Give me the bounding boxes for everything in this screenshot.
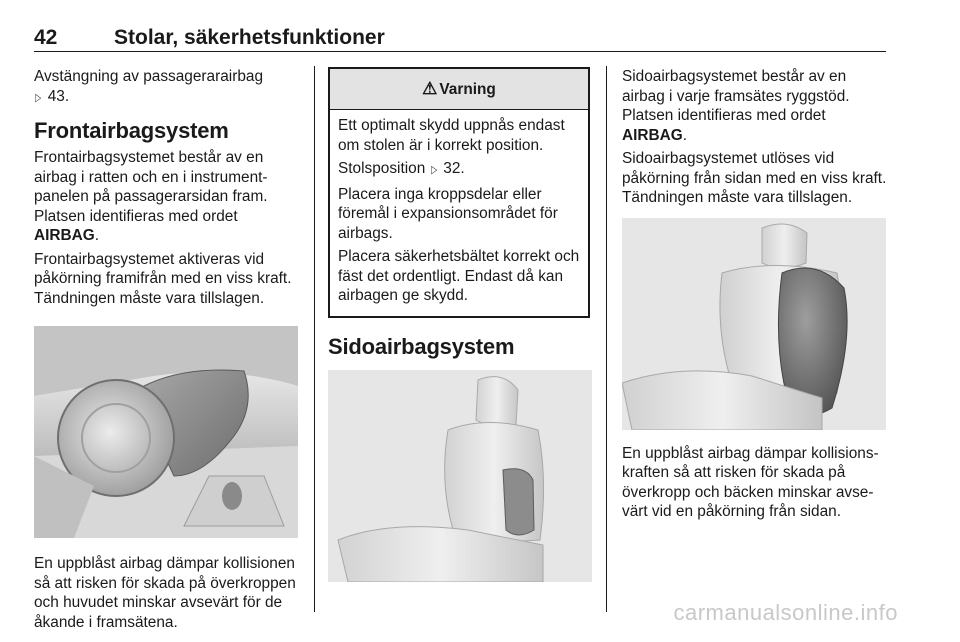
section-title: Stolar, säkerhetsfunktioner xyxy=(114,26,385,49)
cross-reference-arrow-icon: ▷ xyxy=(35,91,42,104)
page-header xyxy=(34,26,886,52)
warning-p2-text: Stolsposition xyxy=(338,160,426,177)
sideairbag-paragraph-2: Sidoairbagsystemet utlöses vid påkörning från sidan med en viss kraft. Tändningen måste vara tillslagen. xyxy=(622,150,887,206)
warning-title: Varning xyxy=(439,81,496,98)
intro-paragraph xyxy=(34,67,300,108)
warning-paragraph-4: Placera säkerhetsbältet korrekt och fäst det ordentligt. Endast då kan airbagen ge skydd. xyxy=(338,248,580,304)
warning-body xyxy=(330,110,588,316)
warning-paragraph-1: Ett optimalt skydd uppnås endast om stolen är i korrekt position. xyxy=(338,117,565,154)
column-divider-right xyxy=(606,66,607,612)
column-2 xyxy=(328,67,590,582)
intro-ref[interactable]: 43. xyxy=(47,87,70,105)
side-airbag-deployed-illustration xyxy=(622,218,886,430)
frontairbag-paragraph-2: Frontairbagsystemet aktiveras vid påkörning framifrån med en viss kraft. Tändningen måste vara tillslagen. xyxy=(34,250,292,307)
sideairbag-p1-end: . xyxy=(682,126,687,144)
cross-reference-arrow-icon: ▷ xyxy=(430,164,437,176)
frontairbag-p1-text: Frontairbagsystemet består av en airbag i ratten och en i instrumentpanelen på passagerarsidan fram. Platsen identifieras med ordet xyxy=(34,149,268,225)
column-1 xyxy=(34,67,300,636)
sideairbag-p1-text: Sidoairbagsystemet består av en airbag i varje framsätes ryggstöd. Platsen identifieras med ordet xyxy=(622,68,850,124)
warning-header xyxy=(330,69,588,110)
column-3 xyxy=(622,67,888,526)
frontairbag-paragraph-1 xyxy=(34,148,300,246)
airbag-label: AIRBAG xyxy=(622,126,683,144)
frontairbag-p1-end: . xyxy=(94,227,99,244)
front-airbag-illustration xyxy=(34,326,298,538)
sideairbag-paragraph-1 xyxy=(622,67,888,145)
warning-paragraph-3: Placera inga kroppsdelar eller föremål i expansionsområdet för airbags. xyxy=(338,185,558,242)
warning-box xyxy=(328,67,590,318)
page-number: 42 xyxy=(34,26,58,49)
warning-p2-ref[interactable]: 32. xyxy=(443,160,465,177)
frontairbag-heading: Frontairbagsystem xyxy=(34,118,229,143)
header-rule xyxy=(34,51,886,52)
sideairbag-caption: En uppblåst airbag dämpar kollisionskraften så att risken för skada på överkropp och bäcken minskar avsevärt vid en påkörning från sidan. xyxy=(622,444,879,520)
sideairbag-heading: Sidoairbagsystem xyxy=(328,333,515,359)
warning-paragraph-2 xyxy=(338,159,580,181)
warning-triangle-icon: ⚠ xyxy=(422,79,438,98)
watermark: carmanualsonline.info xyxy=(673,600,898,625)
side-airbag-seat-illustration xyxy=(328,370,592,582)
intro-text: Avstängning av passagerarairbag xyxy=(34,68,264,85)
airbag-label: AIRBAG xyxy=(34,227,95,244)
column-divider-left xyxy=(314,66,315,612)
frontairbag-caption: En uppblåst airbag dämpar kollisionen så att risken för skada på överkroppen och huvudet minskar avsevärt för de åkande i framsätena. xyxy=(34,555,296,631)
